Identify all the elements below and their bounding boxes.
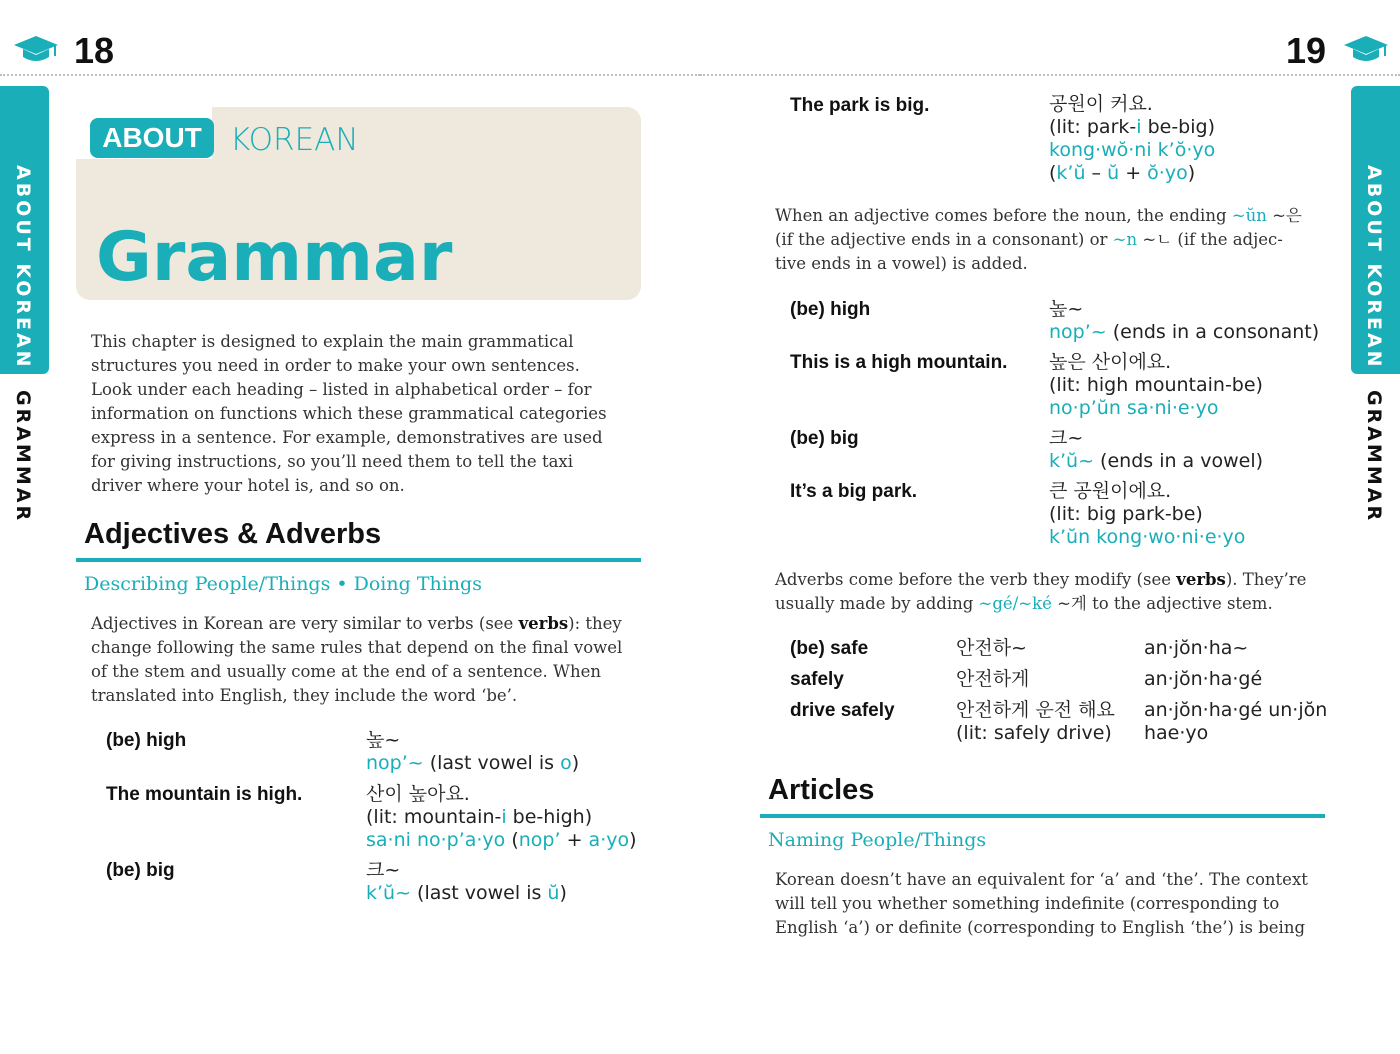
header-divider xyxy=(700,74,1400,76)
section-heading: Adjectives & Adverbs xyxy=(84,518,382,550)
section-rule xyxy=(760,814,1325,818)
section-subheading: Naming People/Things xyxy=(768,829,987,851)
example-korean xyxy=(1049,351,1263,420)
section-subheading: Describing People/Things • Doing Things xyxy=(84,573,482,595)
side-tab-about: ABOUT KOREAN xyxy=(12,165,34,370)
adverb-romanization: an·jŏn·ha~ xyxy=(1144,637,1249,659)
adverb-korean: 안전하~ xyxy=(956,637,1027,659)
adverb-korean: 안전하게 운전 해요 (lit: safely drive) xyxy=(956,699,1115,744)
example-line: kong·wŏ·ni k’ŏ·yo xyxy=(1049,139,1216,161)
page-number: 18 xyxy=(74,30,115,71)
adverb-korean: 안전하게 xyxy=(956,668,1030,690)
adverb-romanization: an·jŏn·ha·gé un·jŏn hae·yo xyxy=(1144,699,1328,744)
graduation-cap-icon xyxy=(14,34,58,64)
example-line: 큰 공원이에요. xyxy=(1049,480,1172,502)
example-line: (lit: big park-be) xyxy=(1049,503,1203,525)
section-rule xyxy=(76,558,641,562)
example-line: (k’ŭ – ŭ + ŏ·yo) xyxy=(1049,162,1196,184)
side-tab-section: GRAMMAR xyxy=(12,390,34,524)
adjectives-paragraph: Adjectives in Korean are very similar to verbs (see verbs): they change following the same rules that depend on the final vowel of the stem and usually come at the end of a sentence. When translated into English, they include the word ‘be’. xyxy=(91,614,623,705)
adverb-english: drive safely xyxy=(790,700,895,721)
example-line: (lit: park-i be-big) xyxy=(1049,116,1215,138)
noun-modifier-paragraph: When an adjective comes before the noun, the ending ~ŭn ~은 (if the adjective ends in a consonant) or ~n ~ㄴ (if the adjec- tive ends in a vowel) is added. xyxy=(775,206,1302,273)
adverbs-paragraph: Adverbs come before the verb they modify (see verbs). They’re usually made by adding ~gé/~ké ~게 to the adjective stem. xyxy=(775,570,1307,613)
example-english: (be) big xyxy=(106,860,175,881)
example-english: The mountain is high. xyxy=(106,784,303,805)
example-line: 높은 산이에요. xyxy=(1049,351,1172,373)
example-line: k’ŭn kong·wo·ni·e·yo xyxy=(1049,526,1246,548)
language-label: KOREAN xyxy=(230,122,359,158)
intro-paragraph: This chapter is designed to explain the main grammatical structures you need in order to make your own sentences. Look under each heading – listed in alphabetical order – for information on functions which these grammatical categories express in a sentence. For example, demonstratives are used for giving instructions, so you’ll need them to tell the taxi driver where your hotel is, and so on. xyxy=(91,332,607,495)
example-line: nop’~ (ends in a consonant) xyxy=(1049,321,1320,343)
example-line: k’ŭ~ (last vowel is ŭ) xyxy=(366,882,567,904)
example-english: (be) high xyxy=(106,730,187,751)
example-line: 높~ xyxy=(366,729,401,751)
example-line: k’ŭ~ (ends in a vowel) xyxy=(1049,450,1264,472)
adverb-english: (be) safe xyxy=(790,638,869,659)
example-korean xyxy=(1049,298,1319,344)
example-line: (lit: high mountain-be) xyxy=(1049,374,1263,396)
side-tab-section: GRAMMAR xyxy=(1363,390,1385,524)
example-line: nop’~ (last vowel is o) xyxy=(366,752,580,774)
example-korean xyxy=(366,729,579,775)
section-heading: Articles xyxy=(768,774,875,806)
example-line: 크~ xyxy=(1049,427,1084,449)
example-english: It’s a big park. xyxy=(790,481,918,502)
example-korean xyxy=(1049,93,1215,185)
example-line: 산이 높아요. xyxy=(366,783,470,805)
example-korean xyxy=(1049,480,1245,549)
graduation-cap-icon xyxy=(1344,34,1388,64)
example-english: The park is big. xyxy=(790,95,930,116)
cross-reference: verbs xyxy=(518,614,569,633)
cross-reference: verbs xyxy=(1176,570,1226,589)
adverb-romanization: an·jŏn·ha·gé xyxy=(1144,668,1263,690)
example-korean xyxy=(366,859,567,905)
example-line: no·p’ŭn sa·ni·e·yo xyxy=(1049,397,1219,419)
about-badge: ABOUT xyxy=(90,118,214,158)
example-line: 높~ xyxy=(1049,298,1084,320)
example-english: (be) high xyxy=(790,299,871,320)
page-number: 19 xyxy=(1286,30,1327,71)
example-line: 공원이 커요. xyxy=(1049,93,1153,115)
example-line: sa·ni no·p’a·yo (nop’ + a·yo) xyxy=(366,829,637,851)
header-divider xyxy=(0,74,700,76)
example-line: (lit: mountain-i be-high) xyxy=(366,806,593,828)
example-english: (be) big xyxy=(790,428,859,449)
example-english: This is a high mountain. xyxy=(790,352,1008,373)
example-korean xyxy=(366,783,637,852)
adverb-english: safely xyxy=(790,669,844,690)
chapter-title: Grammar xyxy=(96,218,453,297)
example-line: 크~ xyxy=(366,859,401,881)
side-tab-about: ABOUT KOREAN xyxy=(1363,165,1385,370)
example-korean xyxy=(1049,427,1263,473)
articles-paragraph: Korean doesn’t have an equivalent for ‘a’ and ‘the’. The context will tell you whether something indefinite (corresponding to English ‘a’) or definite (corresponding to English ‘the’) is being xyxy=(775,870,1308,937)
